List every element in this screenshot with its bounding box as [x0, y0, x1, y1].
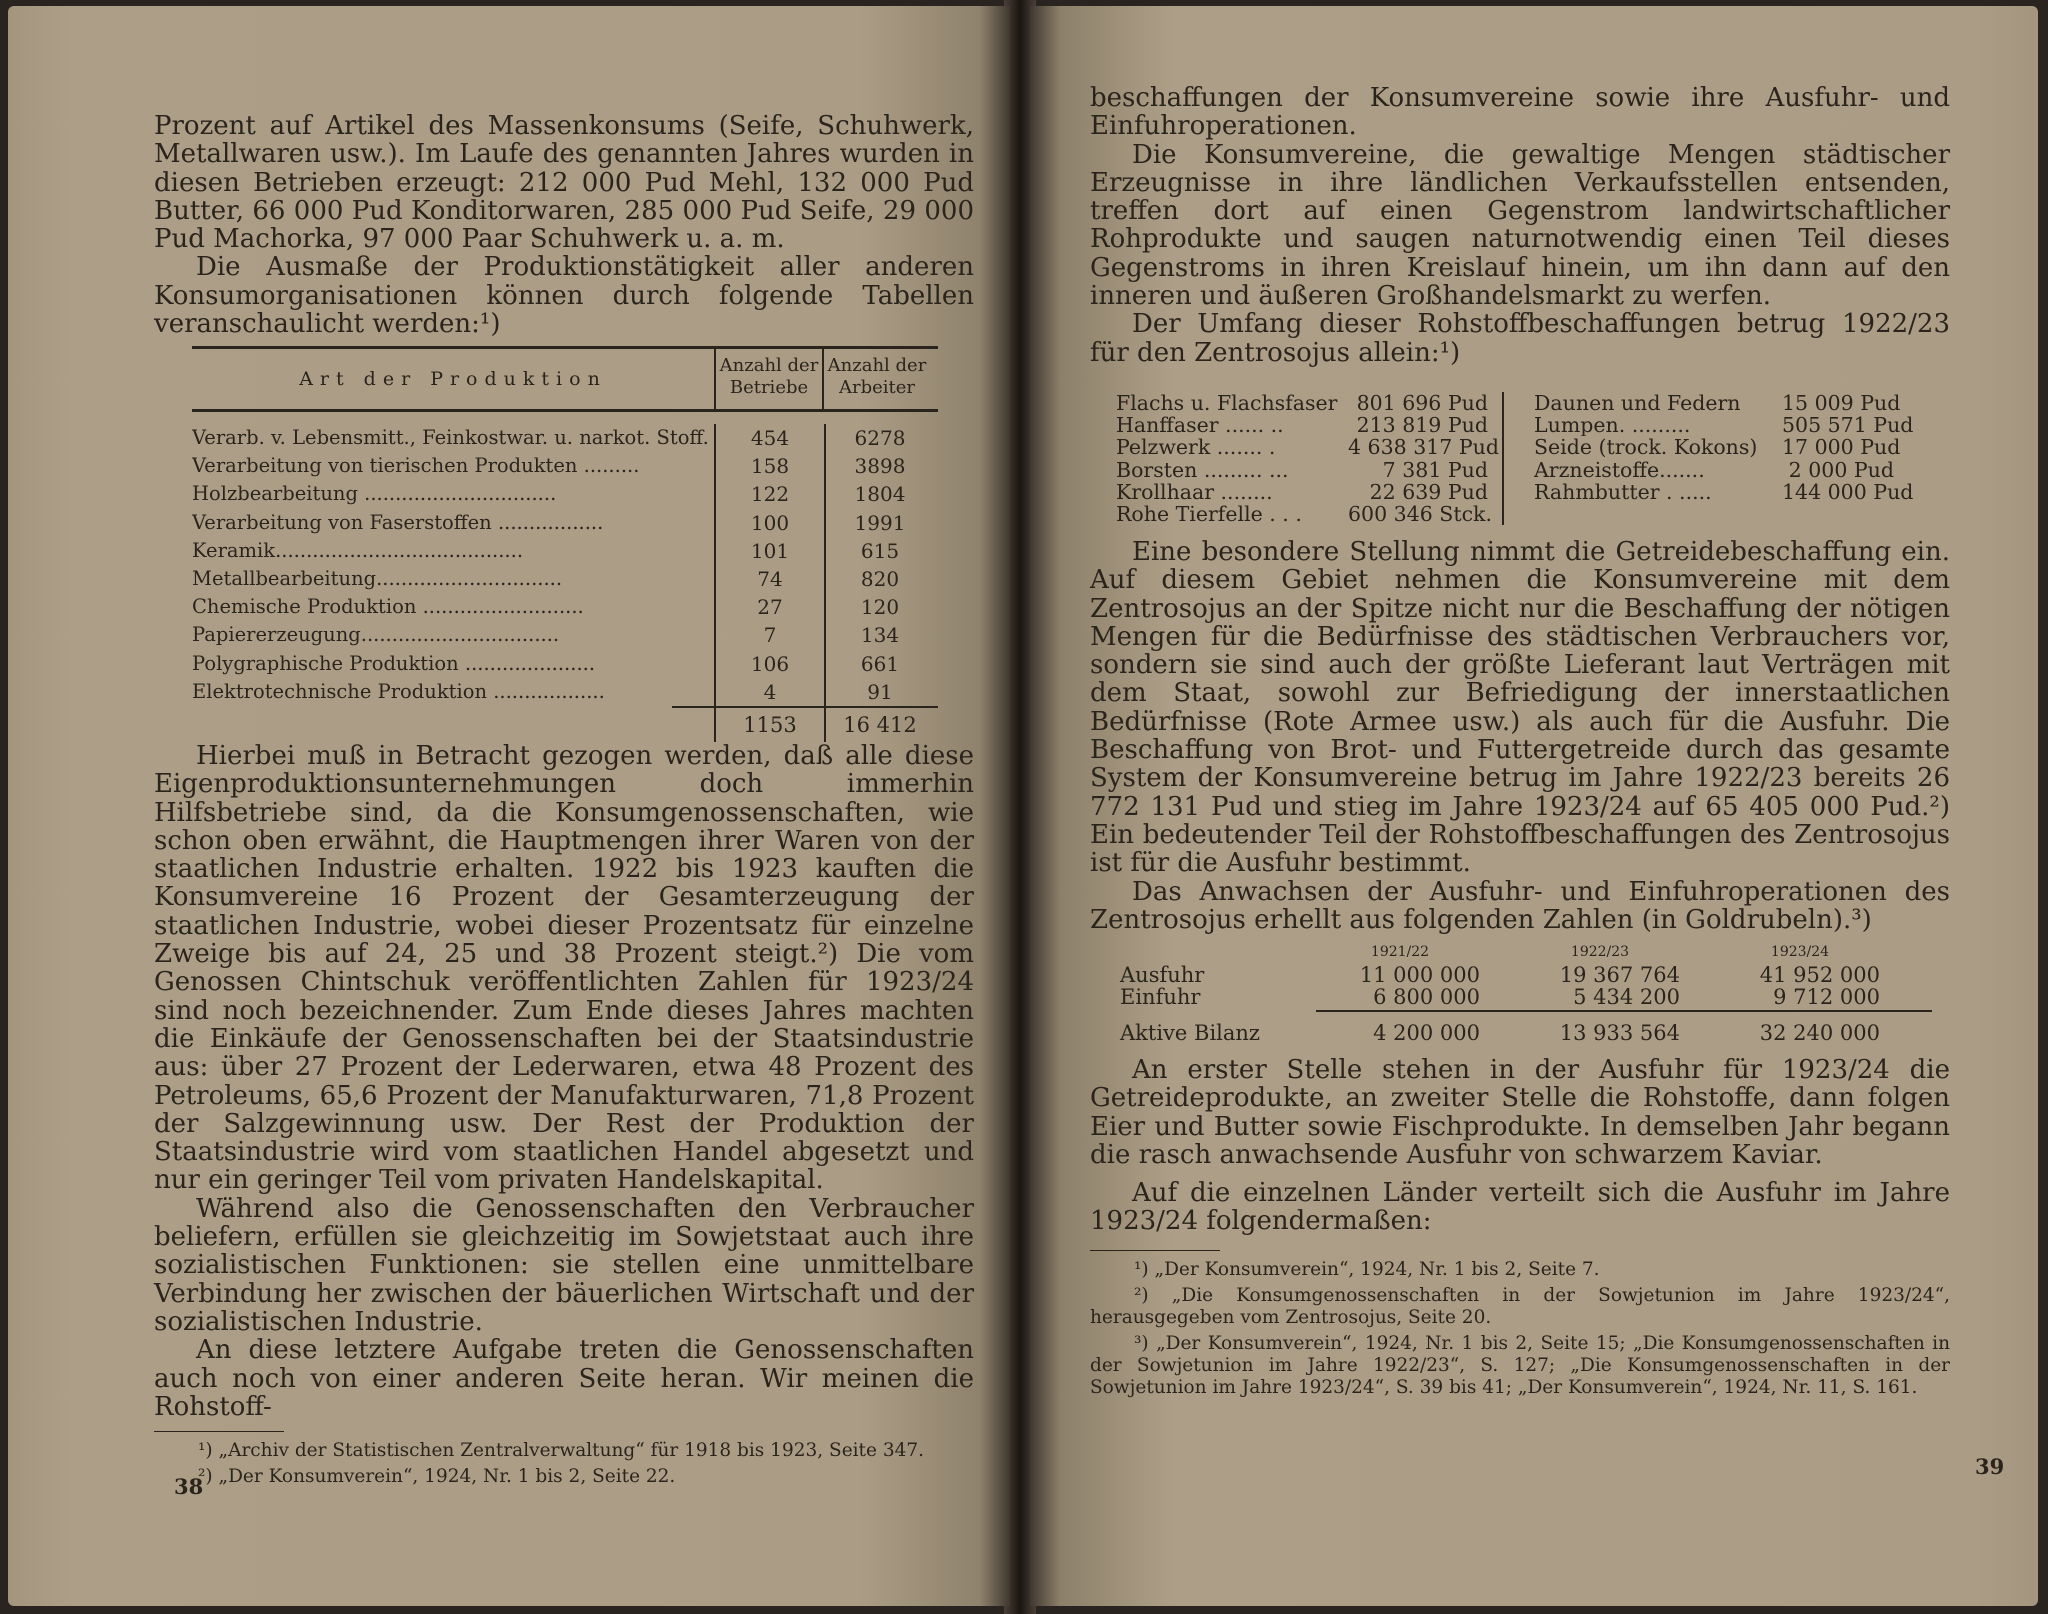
total-betriebe: 1153 — [714, 708, 824, 742]
row-einfuhr — [1120, 986, 1932, 1008]
paragraph-konsumvereine: Die Konsumvereine, die gewaltige Mengen städtischer Erzeugnisse in ihre ländlichen Verkaufsstellen entsenden, treffen dort auf einen Gegenstrom landwirtschaftlicher Rohprodukte und saugen naturnotwendig einen Teil dieses Gegenstroms in ihren Kreislauf hinein, um ihn dann auf den inneren und äußeren Großhandelsmarkt zu werfen. — [1090, 139, 1950, 312]
row-arbeiter: 615 — [824, 537, 934, 565]
trade-years — [1120, 944, 1932, 964]
bilanz-value: 4 200 000 — [1373, 1021, 1480, 1045]
footnote-rule — [154, 1431, 284, 1432]
row-name: Papiererzeugung................................ — [192, 623, 560, 647]
table-row — [192, 593, 938, 621]
item-value: 4 638 317 Pud — [1348, 435, 1499, 460]
year-1923-24: 1923/24 — [1770, 944, 1830, 960]
row-arbeiter: 3898 — [824, 452, 934, 480]
item-name: Arzneistoffe....... — [1534, 458, 1705, 481]
row-betriebe: 100 — [714, 509, 824, 537]
table-row — [192, 509, 938, 537]
einfuhr-value: 5 434 200 — [1573, 985, 1680, 1009]
item-name: Seide (trock. Kokons) — [1534, 436, 1758, 459]
list-item — [1534, 435, 1901, 460]
row-betriebe: 101 — [714, 537, 824, 565]
footnote-1: ¹) „Der Konsumverein“, 1924, Nr. 1 bis 2, Seite 7. — [1134, 1258, 1600, 1280]
page-number: 39 — [1975, 1454, 2005, 1479]
row-betriebe: 27 — [714, 593, 824, 621]
footnotes-left — [154, 1440, 974, 1488]
header-betriebe: Anzahl der Betriebe — [714, 349, 822, 409]
footnote-3: ³) „Der Konsumverein“, 1924, Nr. 1 bis 2, Seite 15; „Die Konsumgenossenschaften in der Sowjetunion im Jahre 1922/23“, S. 127; „Die Konsumgenossenschaften in der Sowjetunion im Jahre 1923/24“, S. 39 bis 41; „Der Konsumverein“, 1924, Nr. 11, S. 161. — [1090, 1332, 1950, 1398]
item-value: 2 000 Pud — [1788, 457, 1894, 482]
paragraph-an-diese: An diese letztere Aufgabe treten die Genossenschaften auch noch von einer anderen Seite heran. Wir meinen die Rohstoff- — [154, 1335, 974, 1422]
paragraph-ausmasse: Die Ausmaße der Produktionstätigkeit aller anderen Konsumorganisationen können durch folgende Tabellen veranschaulicht werden:¹) — [154, 252, 974, 340]
item-value: 15 009 Pud — [1782, 391, 1901, 415]
item-name: Rahmbutter . ..... — [1534, 480, 1712, 504]
einfuhr-value: 6 800 000 — [1373, 985, 1480, 1009]
row-betriebe: 7 — [714, 621, 824, 649]
item-name: Lumpen. ......... — [1534, 414, 1691, 437]
raw-materials-table — [1116, 392, 1936, 525]
row-name: Elektrotechnische Produktion .................. — [192, 679, 605, 703]
row-name: Holzbearbeitung ............................... — [192, 482, 557, 506]
row-arbeiter: 661 — [824, 650, 934, 678]
production-table — [192, 346, 938, 742]
paragraph-erster-stelle: An erster Stelle stehen in der Ausfuhr für 1923/24 die Getreideprodukte, an zweiter Stelle die Rohstoffe, dann folgen Eier und Butter sowie Fischprodukte. In demselben Jahr begann die rasch anwachsende Ausfuhr von schwarzem Kaviar. — [1090, 1055, 1950, 1170]
item-name: Hanffaser ...... .. — [1116, 414, 1284, 437]
row-arbeiter: 1804 — [824, 480, 934, 508]
ausfuhr-value: 19 367 764 — [1559, 963, 1680, 987]
table-row — [192, 537, 938, 565]
list-item — [1116, 502, 1492, 527]
year-1921-22: 1921/22 — [1370, 944, 1430, 960]
row-betriebe: 4 — [714, 678, 824, 706]
page-38 — [8, 6, 1010, 1606]
table-row — [192, 480, 938, 508]
total-arbeiter: 16 412 — [824, 708, 934, 742]
row-ausfuhr — [1120, 964, 1932, 986]
row-betriebe: 158 — [714, 452, 824, 480]
paragraph-umfang: Der Umfang dieser Rohstoffbeschaffungen betrug 1922/23 für den Zentrosojus allein:¹) — [1090, 309, 1950, 368]
ausfuhr-label: Ausfuhr — [1120, 963, 1205, 987]
row-arbeiter: 91 — [824, 678, 934, 706]
trade-table — [1120, 944, 1932, 1044]
row-name: Metallbearbeitung.............................. — [192, 566, 563, 590]
item-name: Rohe Tierfelle . . . — [1116, 503, 1302, 526]
paragraph-besondere-stellung: Eine besondere Stellung nimmt die Getreidebeschaffung ein. Auf diesem Gebiet nehmen die Konsumvereine mit dem Zentrosojus an der Spitze nicht nur die Beschaffung der nötigen Mengen für die Bedürfnisse des städtischen Verbrauchers vor, sondern sie sind auch der größte Lieferant laut Verträgen mit dem Staat, sowohl zur Befriedigung der innerstaatlichen Bedürfnisse (Rote Armee usw.) als auch für die Ausfuhr. Die Beschaffung von Brot- und Futtergetreide durch das gesamte System der Konsumvereine betrug im Jahre 1922/23 bereits 26 772 131 Pud und stieg im Jahre 1923/24 auf 65 405 000 Pud.²) Ein bedeutender Teil der Rohstoffbeschaffungen des Zentrosojus ist für die Ausfuhr bestimmt. — [1090, 537, 1950, 879]
paragraph-massenkonsum: Prozent auf Artikel des Massenkonsums (Seife, Schuhwerk, Metallwaren usw.). Im Laufe des genannten Jahres wurden in diesen Betrieben erzeugt: 212 000 Pud Mehl, 132 000 Pud Butter, 66 000 Pud Konditorwaren, 285 000 Pud Seife, 29 000 Pud Machorka, 97 000 Paar Schuhwerk u. a. m. — [154, 111, 974, 255]
paragraph-hierbei: Hierbei muß in Betracht gezogen werden, daß alle diese Eigenproduktionsunternehmungen doch immerhin Hilfsbetriebe sind, da die Konsumgenossenschaften, wie schon oben erwähnt, die Hauptmengen ihrer Waren von der staatlichen Industrie erhalten. 1922 bis 1923 kauften die Konsumvereine 16 Prozent der Gesamterzeugung der staatlichen Industrie, wobei dieser Prozentsatz für einzelne Zweige bis auf 24, 25 und 38 Prozent steigt.²) Die vom Genossen Chintschuk veröffentlichten Zahlen für 1923/24 sind noch bezeichnender. Zum Ende dieses Jahres machten die Einkäufe der Genossenschaften bei der Staatsindustrie aus: über 27 Prozent der Lederwaren, etwa 48 Prozent des Petroleums, 65,6 Prozent der Manufakturwaren, 71,8 Prozent der Salzgewinnung usw. Der Rest der Produktion der Staatsindustrie wird vom staatlichen Handel abgesetzt und nur ein geringer Teil vom privaten Handelskapital. — [154, 741, 974, 1196]
right-text-top — [1090, 84, 1950, 367]
right-text-middle — [1090, 538, 1950, 934]
production-table-total — [672, 706, 938, 742]
row-betriebe: 106 — [714, 650, 824, 678]
item-value: 144 000 Pud — [1782, 479, 1914, 504]
table-row — [192, 678, 938, 706]
footnote-rule — [1090, 1250, 1220, 1251]
item-name: Flachs u. Flachsfaser — [1116, 392, 1338, 415]
row-name: Verarbeitung von Faserstoffen ................. — [192, 510, 604, 534]
page-number: 38 — [174, 1474, 204, 1499]
item-value: 213 819 Pud — [1356, 413, 1488, 438]
production-table-header — [192, 346, 938, 412]
bilanz-value: 13 933 564 — [1559, 1021, 1680, 1045]
item-name: Pelzwerk ....... . — [1116, 436, 1276, 459]
item-value: 505 571 Pud — [1782, 413, 1914, 438]
list-item — [1116, 481, 1488, 503]
row-name: Chemische Produktion .......................... — [192, 595, 584, 619]
bilanz-label: Aktive Bilanz — [1120, 1021, 1260, 1045]
item-name: Daunen und Federn — [1534, 392, 1741, 415]
einfuhr-value: 9 712 000 — [1773, 985, 1880, 1009]
row-name: Verarb. v. Lebensmitt., Feinkostwar. u. narkot. Stoff. — [192, 426, 709, 449]
row-name: Verarbeitung von tierischen Produkten ......... — [192, 454, 640, 478]
ausfuhr-value: 41 952 000 — [1759, 963, 1880, 987]
row-arbeiter: 6278 — [824, 424, 934, 452]
row-betriebe: 122 — [714, 480, 824, 508]
bilanz-value: 32 240 000 — [1759, 1021, 1880, 1045]
row-betriebe: 74 — [714, 565, 824, 593]
list-item — [1534, 479, 1914, 504]
footnote-2: ²) „Der Konsumverein“, 1924, Nr. 1 bis 2, Seite 22. — [198, 1466, 676, 1488]
sum-rule — [1316, 1010, 1932, 1012]
item-value: 801 696 Pud — [1356, 391, 1488, 415]
item-value: 17 000 Pud — [1782, 435, 1901, 460]
item-name: Krollhaar ........ — [1116, 480, 1273, 504]
item-value: 7 381 Pud — [1382, 457, 1488, 482]
list-item — [1116, 459, 1488, 481]
list-item — [1534, 413, 1914, 438]
item-name: Borsten ......... ... — [1116, 458, 1289, 481]
raw-materials-left — [1116, 392, 1504, 525]
left-text-top — [154, 112, 974, 338]
footnote-2: ²) „Die Konsumgenossenschaften in der Sowjetunion im Jahre 1923/24“, herausgegeben vom Zentrosojus, Seite 20. — [1090, 1284, 1950, 1328]
einfuhr-label: Einfuhr — [1120, 985, 1201, 1009]
table-row — [192, 650, 938, 678]
row-arbeiter: 1991 — [824, 509, 934, 537]
row-name: Keramik........................................ — [192, 538, 524, 562]
page-39 — [1030, 6, 2038, 1606]
paragraph-laender: Auf die einzelnen Länder verteilt sich die Ausfuhr im Jahre 1923/24 folgendermaßen: — [1090, 1178, 1950, 1237]
table-row — [192, 565, 938, 593]
footnotes-right — [1090, 1259, 1950, 1399]
table-row — [192, 424, 938, 452]
row-name: Polygraphische Produktion ..................... — [192, 651, 596, 675]
header-arbeiter: Anzahl der Arbeiter — [822, 349, 930, 409]
table-row — [192, 621, 938, 649]
list-item — [1116, 435, 1499, 460]
item-value: 22 639 Pud — [1369, 479, 1488, 504]
row-bilanz — [1120, 1022, 1932, 1044]
header-art: Art der Produktion — [299, 368, 607, 390]
list-item — [1116, 392, 1488, 414]
ausfuhr-value: 11 000 000 — [1359, 963, 1480, 987]
item-value: 600 346 Stck. — [1348, 502, 1492, 527]
row-arbeiter: 120 — [824, 593, 934, 621]
right-text-bottom — [1090, 1056, 1950, 1403]
row-arbeiter: 820 — [824, 565, 934, 593]
table-row — [192, 452, 938, 480]
paragraph-anwachsen: Das Anwachsen der Ausfuhr- und Einfuhroperationen des Zentrosojus erhellt aus folgenden Zahlen (in Goldrubeln).³) — [1090, 876, 1950, 935]
production-table-body — [192, 412, 938, 706]
year-1922-23: 1922/23 — [1570, 944, 1630, 960]
row-arbeiter: 134 — [824, 621, 934, 649]
list-item — [1534, 459, 1894, 481]
row-betriebe: 454 — [714, 424, 824, 452]
left-text-bottom — [154, 742, 974, 1492]
paragraph-beschaffungen: beschaffungen der Konsumvereine sowie ihre Ausfuhr- und Einfuhroperationen. — [1090, 83, 1950, 142]
raw-materials-right — [1504, 391, 1914, 525]
footnote-1: ¹) „Archiv der Statistischen Zentralverwaltung“ für 1918 bis 1923, Seite 347. — [198, 1440, 925, 1462]
paragraph-waehrend: Während also die Genossenschaften den Verbraucher beliefern, erfüllen sie gleichzeitig im Sowjetstaat auch ihre sozialistischen Funktionen: sie stellen eine unmittelbare Verbindung her zwischen der bäuerlichen Wirtschaft und der sozialistischen Industrie. — [154, 1193, 974, 1337]
list-item — [1534, 391, 1901, 415]
list-item — [1116, 414, 1488, 436]
